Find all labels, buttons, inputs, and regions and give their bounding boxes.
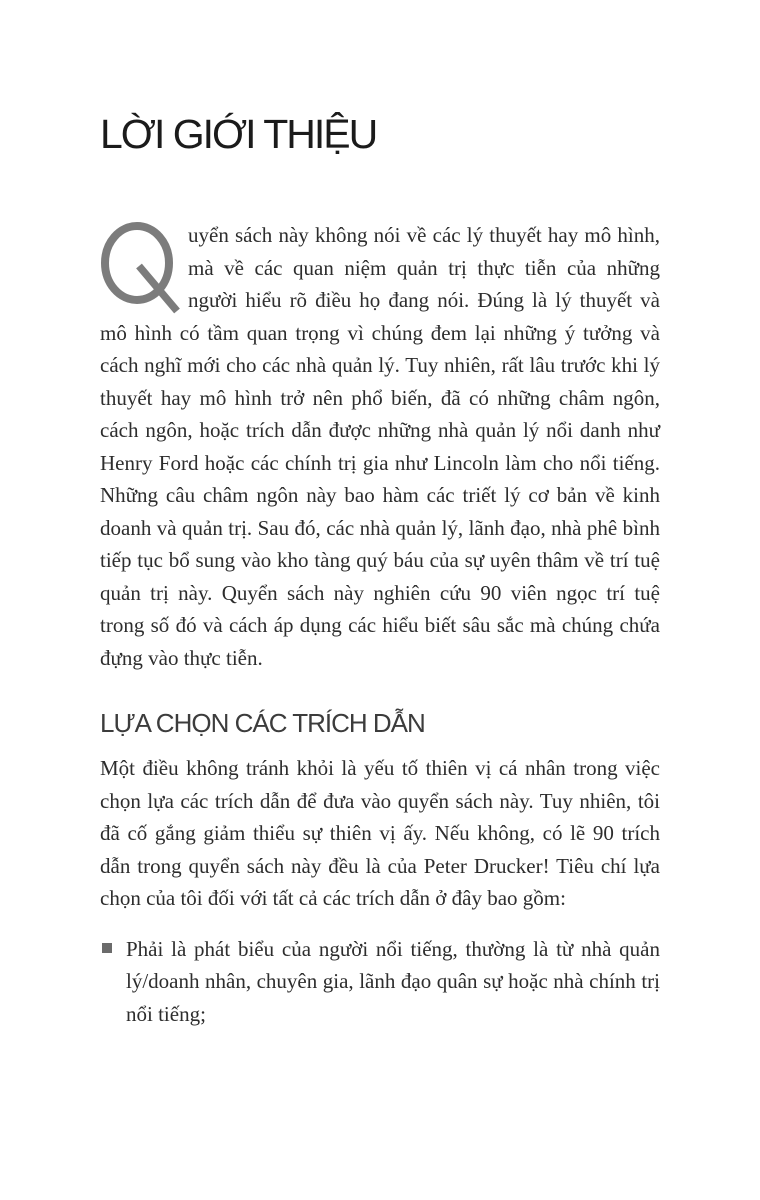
bullet-square-icon <box>102 943 112 953</box>
section-paragraph: Một điều không tránh khỏi là yếu tố thiên vị cá nhân trong việc chọn lựa các trích dẫn để đưa vào quyển sách này. Tuy nhiên, tôi đã cố gắng giảm thiểu sự thiên vị ấy. Nếu không, có lẽ 90 trích dẫn trong quyển sách này đều là của Peter Drucker! Tiêu chí lựa chọn của tôi đối với tất cả các trích dẫn ở đây bao gồm: <box>100 756 660 910</box>
intro-paragraph-text: uyển sách này không nói về các lý thuyết hay mô hình, mà về các quan niệm quản trị thực tiễn của những người hiểu rõ điều họ đang nói. Đúng là lý thuyết và mô hình có tầm quan trọng vì chúng đem lại những ý tưởng và cách nghĩ mới cho các nhà quản lý. Tuy nhiên, rất lâu trước khi lý thuyết hay mô hình trở nên phổ biến, đã có những châm ngôn, cách ngôn, hoặc trích dẫn được những nhà quản lý nổi danh như Henry Ford hoặc các chính trị gia như Lincoln làm cho nổi tiếng. Những câu châm ngôn này bao hàm các triết lý cơ bản về kinh doanh và quản trị. Sau đó, các nhà quản lý, lãnh đạo, nhà phê bình tiếp tục bổ sung vào kho tàng quý báu của sự uyên thâm về trí tuệ quản trị này. Quyển sách này nghiên cứu 90 viên ngọc trí tuệ trong số đó và cách áp dụng các hiểu biết sâu sắc mà chúng chứa đựng vào thực tiễn. <box>100 223 660 670</box>
list-item-text: Phải là phát biểu của người nổi tiếng, thường là từ nhà quản lý/doanh nhân, chuyên gia, lãnh đạo quân sự hoặc nhà chính trị nổi tiếng; <box>126 936 660 1026</box>
list-item <box>102 933 660 1031</box>
dropcap-q <box>100 219 178 315</box>
criteria-list <box>100 933 660 1031</box>
intro-paragraph <box>100 219 660 674</box>
dropcap-q-icon <box>100 221 178 313</box>
page-title: LỜI GIỚI THIỆU <box>100 111 377 157</box>
section-heading: LỰA CHỌN CÁC TRÍCH DẪN <box>100 708 425 738</box>
